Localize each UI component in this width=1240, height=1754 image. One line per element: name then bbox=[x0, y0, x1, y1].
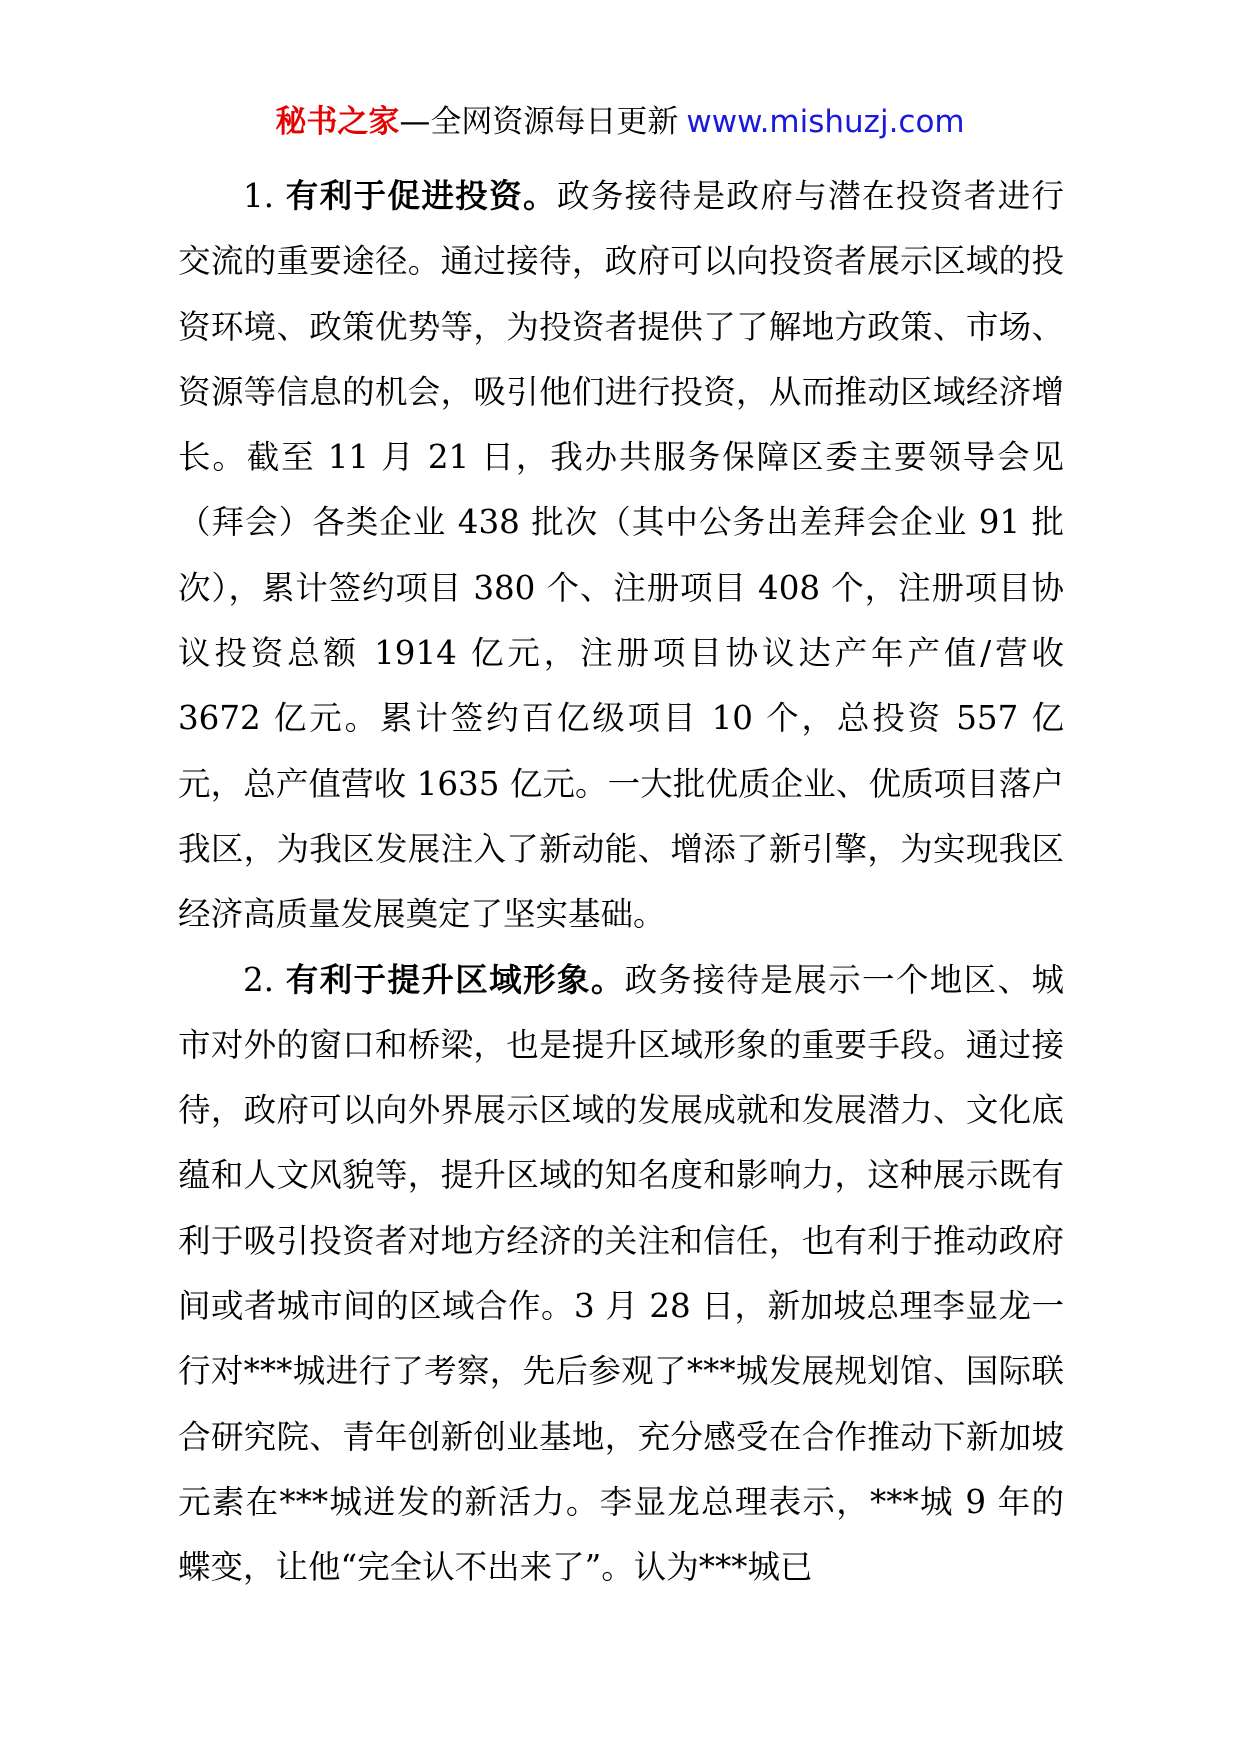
paragraph-text: 政务接待是政府与潜在投资者进行交流的重要途径。通过接待，政府可以向投资者展示区域的投资环境、政策优势等，为投资者提供了了解地方政策、市场、资源等信息的机会，吸引他们进行投资，从而推动区域经济增长。截至 11 月 21 日，我办共服务保障区委主要领导会见（拜会）各类企业 438 批次（其中公务出差拜会企业 91 批次），累计签约项目 380 个、注册项目 408 个，注册项目协议投资总额 1914 亿元，注册项目协议达产年产值/营收 3672 亿元。累计签约百亿级项目 10 个，总投资 557 亿元，总产值营收 1635 亿元。一大批优质企业、优质项目落户我区，为我区发展注入了新动能、增添了新引擎，为实现我区经济高质量发展奠定了坚实基础。 bbox=[178, 177, 1064, 934]
paragraph-investment bbox=[178, 164, 1064, 948]
header-brand: 秘书之家 bbox=[275, 104, 400, 140]
paragraph-number: 2. bbox=[243, 960, 286, 999]
paragraph-heading: 有利于促进投资。 bbox=[285, 177, 557, 215]
paragraph-text: 政务接待是展示一个地区、城市对外的窗口和桥梁，也是提升区域形象的重要手段。通过接待，政府可以向外界展示区域的发展成就和发展潜力、文化底蕴和人文风貌等，提升区域的知名度和影响力，这种展示既有利于吸引投资者对地方经济的关注和信任，也有利于推动政府间或者城市间的区域合作。3 月 28 日，新加坡总理李显龙一行对***城进行了考察，先后参观了***城发展规划馆、国际联合研究院、青年创新创业基地，充分感受在合作推动下新加坡元素在***城迸发的新活力。李显龙总理表示，***城 9 年的蝶变，让他“完全认不出来了”。认为***城已 bbox=[178, 960, 1064, 1587]
paragraph-regional-image bbox=[178, 948, 1064, 1601]
header-tagline: —全网资源每日更新 bbox=[399, 104, 679, 140]
page-header bbox=[0, 100, 1240, 144]
paragraph-number: 1. bbox=[243, 177, 286, 215]
paragraph-heading: 有利于提升区域形象。 bbox=[285, 960, 625, 999]
document-body bbox=[178, 164, 1064, 1601]
header-site-link[interactable]: www.mishuzj.com bbox=[686, 104, 965, 140]
